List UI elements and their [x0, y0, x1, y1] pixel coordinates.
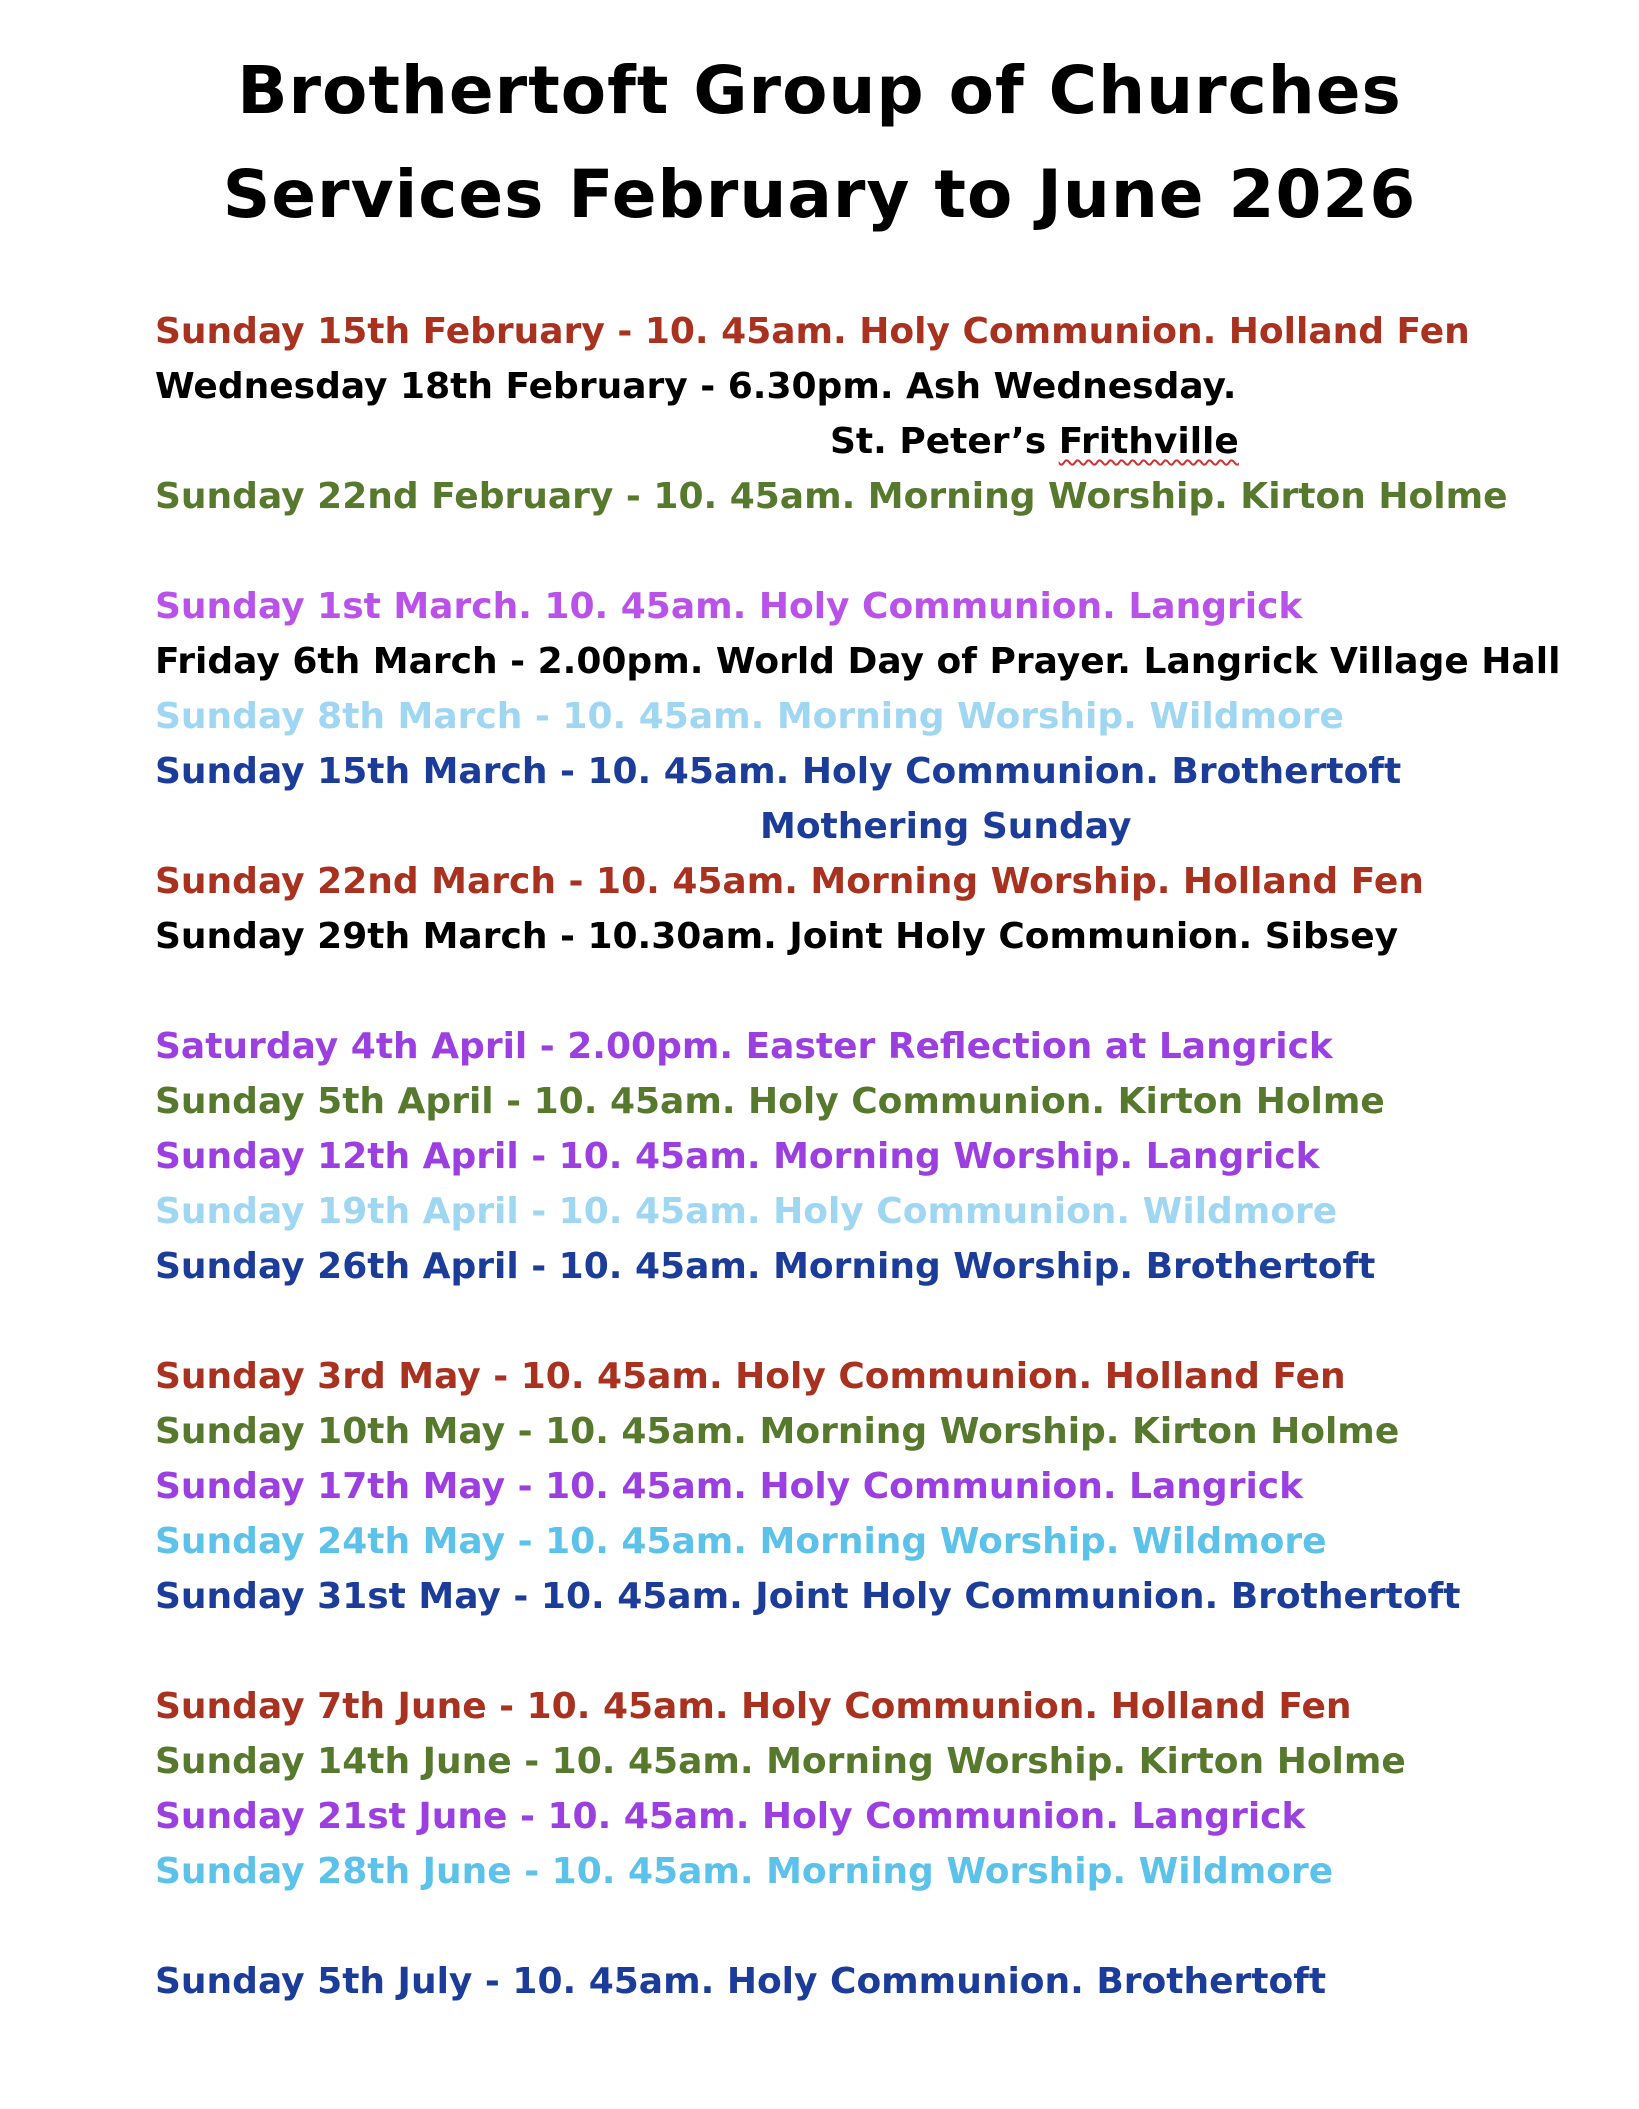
service-entry-text: Sunday 15th March - 10. 45am. Holy Communion. Brothertoft — [155, 751, 1402, 792]
service-entry-text: St. Peter’s — [830, 421, 1059, 462]
service-entry — [155, 1465, 1303, 1509]
service-entry — [155, 1575, 1460, 1619]
service-entry — [155, 1685, 1352, 1729]
service-entry-text: Sunday 31st May - 10. 45am. Joint Holy Communion. Brothertoft — [155, 1576, 1461, 1617]
service-entry-text: Sunday 19th April - 10. 45am. Holy Communion. Wildmore — [155, 1191, 1338, 1232]
service-entry-text: Sunday 26th April - 10. 45am. Morning Worship. Brothertoft — [155, 1246, 1376, 1287]
service-entry — [155, 365, 1236, 409]
service-entry-text: Sunday 3rd May - 10. 45am. Holy Communion. Holland Fen — [155, 1356, 1346, 1397]
service-entry-text: Sunday 28th June - 10. 45am. Morning Worship. Wildmore — [155, 1851, 1334, 1892]
service-entry — [155, 1850, 1333, 1894]
service-entry-text: Wednesday 18th February - 6.30pm. Ash Wednesday. — [155, 366, 1237, 407]
service-entry — [155, 915, 1398, 959]
service-entry-text: Sunday 22nd March - 10. 45am. Morning Worship. Holland Fen — [155, 861, 1424, 902]
service-entry-location-word: Frithville — [1058, 421, 1239, 462]
service-entry-text: Sunday 7th June - 10. 45am. Holy Communion. Holland Fen — [155, 1686, 1352, 1727]
service-entry — [830, 420, 1239, 464]
service-entry-text: Sunday 10th May - 10. 45am. Morning Worship. Kirton Holme — [155, 1411, 1400, 1452]
page-title-line-2: Services February to June 2026 — [222, 156, 1417, 233]
service-entry — [155, 1080, 1385, 1124]
page-title-line-1: Brothertoft Group of Churches — [237, 52, 1402, 129]
service-entry-text: Friday 6th March - 2.00pm. World Day of Prayer. Langrick Village Hall — [155, 641, 1561, 682]
service-entry-text: Sunday 21st June - 10. 45am. Holy Communion. Langrick — [155, 1796, 1306, 1837]
service-entry-text: Saturday 4th April - 2.00pm. Easter Reflection at Langrick — [155, 1026, 1333, 1067]
service-entry — [155, 695, 1344, 739]
service-entry — [155, 1190, 1337, 1234]
service-entry — [155, 640, 1560, 684]
service-entry — [155, 1740, 1406, 1784]
service-entry-text: Sunday 24th May - 10. 45am. Morning Worship. Wildmore — [155, 1521, 1327, 1562]
service-entry — [155, 1355, 1346, 1399]
service-entry — [155, 860, 1424, 904]
service-entry-text: Sunday 15th February - 10. 45am. Holy Communion. Holland Fen — [155, 311, 1470, 352]
service-entry-text: Sunday 14th June - 10. 45am. Morning Worship. Kirton Holme — [155, 1741, 1406, 1782]
service-entry — [155, 1245, 1375, 1289]
service-entry — [155, 1795, 1305, 1839]
service-entry-text: Sunday 17th May - 10. 45am. Holy Communion. Langrick — [155, 1466, 1304, 1507]
service-entry — [155, 1960, 1326, 2004]
service-entry-text: Mothering Sunday — [760, 806, 1132, 847]
service-entry — [155, 1135, 1320, 1179]
service-entry — [155, 1025, 1333, 1069]
service-entry-text: Sunday 1st March. 10. 45am. Holy Communion. Langrick — [155, 586, 1303, 627]
service-entry — [155, 1410, 1399, 1454]
service-entry — [155, 310, 1470, 354]
service-entry — [155, 585, 1302, 629]
service-entry-text: Sunday 5th July - 10. 45am. Holy Communion. Brothertoft — [155, 1961, 1327, 2002]
service-entry-text: Sunday 8th March - 10. 45am. Morning Worship. Wildmore — [155, 696, 1344, 737]
service-entry — [760, 805, 1131, 849]
service-entry — [155, 1520, 1327, 1564]
service-entry-text: Sunday 5th April - 10. 45am. Holy Communion. Kirton Holme — [155, 1081, 1385, 1122]
service-entry-text: Sunday 12th April - 10. 45am. Morning Worship. Langrick — [155, 1136, 1320, 1177]
service-entry — [155, 750, 1401, 794]
service-entry — [155, 475, 1508, 519]
service-entry-text: Sunday 22nd February - 10. 45am. Morning Worship. Kirton Holme — [155, 476, 1508, 517]
service-entry-text: Sunday 29th March - 10.30am. Joint Holy Communion. Sibsey — [155, 916, 1399, 957]
